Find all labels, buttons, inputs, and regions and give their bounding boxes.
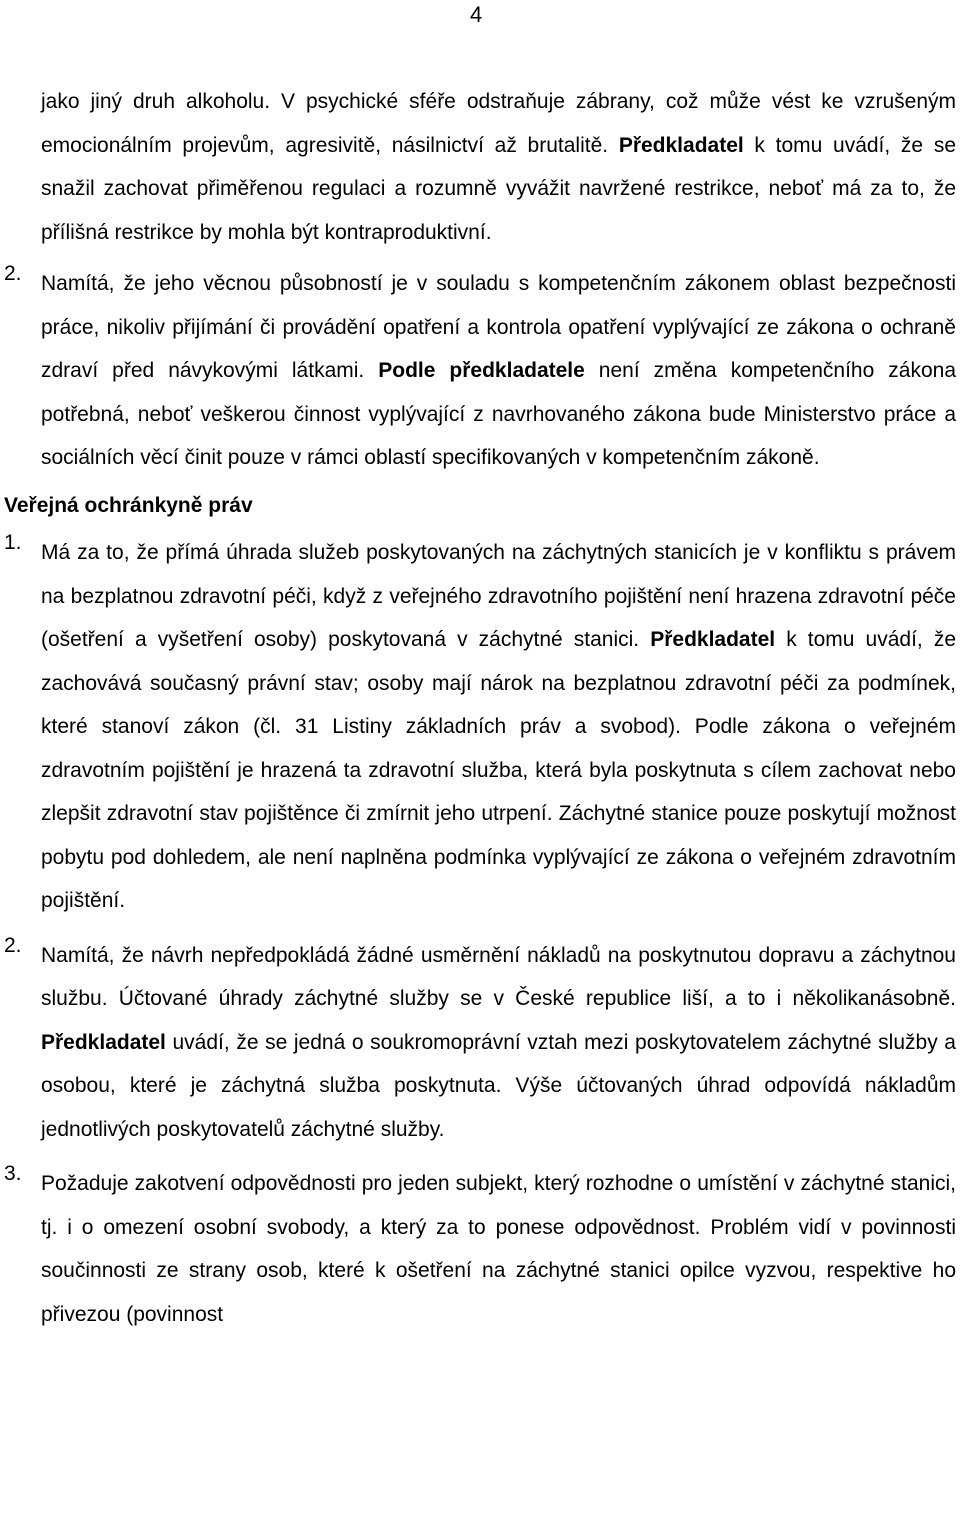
section-heading: Veřejná ochránkyně práv [4, 493, 253, 517]
intro-paragraph [0, 80, 960, 254]
list-item-number: 2. [4, 933, 22, 957]
list-item-text [0, 531, 960, 923]
list-item [0, 1162, 960, 1336]
list-item-text [0, 262, 960, 480]
page-number: 4 [470, 2, 483, 27]
section-item-1-text-2: k tomu uvádí, že zachovává současný právní stav; osoby mají nárok na bezplatnou zdravotní péči za podmínek, které stanoví zákon (čl. 31 Listiny základních práv a svobod). Podle zákona o veřejném zdravotním pojištění je hrazená ta zdravotní služba, která byla poskytnuta s cílem zachovat nebo zlepšit zdravotní stav pojištěnce či zmírnit jeho utrpení. Záchytné stanice pouze poskytují možnost pobytu pod dohledem, ale není naplněna podmínka vyplývající ze zákona o veřejném zdravotním pojištění. [41, 628, 956, 912]
intro-text-2: k tomu uvádí, že se snažil zachovat přiměřenou regulaci a rozumně vyvážit navržené restrikce, neboť má za to, že přílišná restrikce by mohla být kontraproduktivní. [41, 133, 956, 244]
section-item-1-text-1: Má za to, že přímá úhrada služeb poskytovaných na záchytných stanicích je v konfliktu s právem na bezplatnou zdravotní péči, když z veřejného zdravotního pojištění není hrazena zdravotní péče (ošetření a vyšetření osoby) poskytovaná v záchytné stanici. [41, 541, 956, 651]
section-item-3-text-1: Požaduje zakotvení odpovědnosti pro jeden subjekt, který rozhodne o umístění v záchytné stanici, tj. i o omezení osobní svobody, a který za to ponese odpovědnost. Problém vidí v povinnosti součinnosti ze strany osob, které k ošetření na záchytné stanici opilce vyzvou, respektive ho přivezou (povinnost [41, 1172, 956, 1326]
item2-bold-1: Podle předkladatele [378, 359, 585, 382]
section-item-2-text-1: Namítá, že návrh nepředpokládá žádné usměrnění nákladů na poskytnutou dopravu a záchytnou službu. Účtované úhrady záchytné služby se v České republice liší, a to i několikanásobně. [41, 943, 956, 1010]
list-item [0, 531, 960, 923]
section-item-2-text-2: uvádí, že se jedná o soukromoprávní vztah mezi poskytovatelem záchytné služby a osobou, které je záchytná služba poskytnuta. Výše účtovaných úhrad odpovídá nákladům jednotlivých poskytovatelů záchytné služby. [41, 1030, 956, 1141]
list-item-text [0, 1162, 960, 1336]
list-item-number: 3. [4, 1162, 22, 1185]
item2-text-2: není změna kompetenčního zákona potřebná, neboť veškerou činnost vyplývající z navrhovaného zákona bude Ministerstvo práce a sociálních věcí činit pouze v rámci oblastí specifikovaných v kompetenčním zákoně. [41, 359, 956, 469]
document-body [0, 80, 960, 1336]
list-item-2 [0, 262, 960, 480]
list-item-text [0, 934, 960, 1152]
list-item-number: 1. [4, 531, 22, 554]
intro-bold-1: Předkladatel [618, 133, 744, 157]
list-item [0, 934, 960, 1152]
section-item-1-bold-1: Předkladatel [650, 628, 776, 651]
intro-text-1: jako jiný druh alkoholu. V psychické sféře odstraňuje zábrany, což může vést ke vzrušeným emocionálním projevům, agresivitě, násilnictví až brutalitě. [41, 90, 956, 157]
section-item-2-bold-1: Předkladatel [41, 1030, 166, 1054]
list-item-number: 2. [4, 262, 22, 285]
item2-text-1: Namítá, že jeho věcnou působností je v souladu s kompetenčním zákonem oblast bezpečnosti práce, nikoliv přijímání či provádění opatření a kontrola opatření vyplývající ze zákona o ochraně zdraví před návykovými látkami. [41, 272, 956, 382]
